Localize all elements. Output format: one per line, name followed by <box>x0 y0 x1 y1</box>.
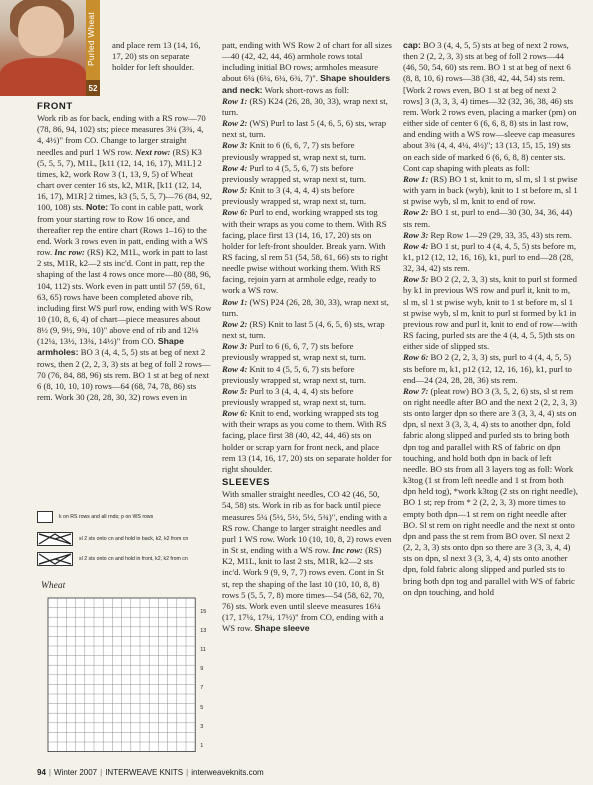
front-text-b: (RS) K3 (5, 5, 5, 7), M1L, [k11 (12, 14, 16, 17), M1L] 2 times, k2, work Row 3 (1, 13, 9, 5) of Wheat chart over center 16 sts, k2, M1R, [k11 (12, 14, 16, 17), M1R] 2 times, k3 (5, 5, 5, 7)—76 (84, 92, 100, 108) sts. <box>37 146 212 213</box>
note-label: Note: <box>86 202 109 213</box>
instruction-row <box>222 364 392 386</box>
row-text: (RS) BO 1 st, knit to m, sl m, sl 1 st pwise with yarn in back (wyb), knit to 1 st before m, sl 1 st pwise wyb, sl m, knit to end of row. <box>403 173 578 207</box>
sleeves-heading: SLEEVES <box>222 477 271 489</box>
row-label: Row 1: <box>222 296 248 307</box>
instruction-row <box>222 386 392 408</box>
inc-row-label: Inc row: <box>54 247 85 258</box>
chart-row-number: 15 <box>200 608 207 615</box>
instruction-row <box>222 140 392 162</box>
legend-item <box>37 511 153 523</box>
row-label: Row 5: <box>403 274 429 285</box>
instruction-row <box>403 174 578 207</box>
row-label: Row 2: <box>222 118 248 129</box>
chart-row-number: 7 <box>200 685 204 692</box>
row-text: (WS) P24 (26, 28, 30, 33), wrap next st, turn. <box>222 296 389 318</box>
row-text: Purl to end, working wrapped sts tog with their wraps as you come to them. With RS facing, place first 13 (14, 16, 17, 20) sts on holder for left-front shoulder. Break yarn. With RS facing, sl rem 51 (54, 58, 61, 66) sts to right needle pwise without working them. With RS facing, rejoin yarn at armhole edge, ready to work a WS row. <box>222 207 388 296</box>
page-number: 94 <box>37 768 46 777</box>
instruction-row <box>403 207 578 229</box>
magazine-name: INTERWEAVE KNITS <box>105 768 184 777</box>
row-label: Row 1: <box>222 95 248 106</box>
instruction-row <box>403 386 578 598</box>
row-text: (RS) Knit to last 5 (4, 6, 5, 6) sts, wrap next st, turn. <box>222 318 385 341</box>
instruction-row <box>222 207 392 296</box>
row-label: Row 6: <box>222 408 248 419</box>
column-3 <box>403 40 578 598</box>
row-label: Row 6: <box>222 207 248 218</box>
chart-row-number: 5 <box>200 704 204 711</box>
row-text: Purl to 3 (4, 4, 4, 4) sts before previously wrapped st, wrap next st, turn. <box>222 385 367 407</box>
legend-item <box>37 552 188 566</box>
short-rows-right <box>222 297 392 476</box>
front-text-e: BO 3 (4, 4, 5, 5) sts at beg of next 2 rows, then 2 (2, 2, 3, 3) sts at beg of foll 2 rows—70 (76, 84, 88, 96) sts rem. BO 1 st at beg of next 6 (8, 10, 10, 10) rows—64 (68, 74, 78, 86) sts rem. Work 30 (28, 28, 30, 32) rows even in <box>37 347 211 403</box>
sleeves-text-a: With smaller straight needles, CO 42 (46, 50, 54, 58) sts. Work in rib as for back until piece measures 5¼ (5½, 5½, 5½, 5¾)", ending with a RS row. Change to larger straight needles and purl 1 WS row. Work 10 (10, 10, 8, 2) rows even in St st, ending with a WS row. <box>222 489 392 556</box>
instruction-row <box>403 352 578 385</box>
shape-sleeve-label: Shape sleeve <box>254 623 310 634</box>
row-text: BO 2 (2, 2, 3, 3) sts, knit to purl st formed by k1 in previous WS row and purl it, knit to m, sl m, sl 1 st pwise wyb, knit to 1 st before m, sl 1 st pwise wyb, sl m, knit to purl st formed by k1 in previous row and purl it, knit to end of row—with RS facing, purled sts are the 4 (4, 4, 5, 5)th sts on either side of slipped sts. <box>403 274 578 352</box>
row-text: Knit to end, working wrapped sts tog with their wraps as you come to them. With RS facing, place first 38 (40, 42, 44, 46) sts on holder or scrap yarn for front neck, and place rem 13 (14, 16, 17, 20) sts on separate holder for right shoulder. <box>222 408 392 474</box>
row-text: BO 1 st, purl to end—30 (30, 34, 36, 44) sts rem. <box>403 207 573 229</box>
column-1 <box>37 101 212 403</box>
short-rows-left <box>222 96 392 297</box>
pattern-page-badge: 52 <box>86 80 100 96</box>
row-label: Row 4: <box>222 363 248 374</box>
legend-text: k on RS rows and all rnds; p on WS rows <box>59 514 154 520</box>
row-text: (RS) K24 (26, 28, 30, 33), wrap next st, turn. <box>222 95 388 117</box>
cap-label: cap: <box>403 40 421 50</box>
col3-intro <box>403 40 578 174</box>
chart-row-number: 3 <box>200 723 204 730</box>
row-text: Purl to 6 (6, 6, 7, 7) sts before previously wrapped st, wrap next st, turn. <box>222 341 367 363</box>
front-text-a: Work rib as for back, ending with a RS row—70 (78, 86, 94, 102) sts; piece measures 3¼ (3¾, 4, 4, 4½)" from CO. Change to larger straight needles and purl 1 WS row. <box>37 113 206 157</box>
col2-text-end: Work short-rows as foll: <box>262 84 350 95</box>
instruction-row <box>222 341 392 363</box>
legend-text: sl 2 sts onto cn and hold in back, k2, k2 from cn <box>79 536 189 542</box>
col2-text: patt, ending with WS Row 2 of chart for all sizes—40 (42, 42, 44, 46) armhole rows total including initial BO rows; armholes measure about 6¼ (6¼, 6¼, 6¾, 7)". <box>222 40 392 84</box>
next-row-label: Next row: <box>134 146 171 157</box>
front-text-c: To cont in cable patt, work from your starting row to Row 16 once, and thereafter rep the entire chart (Rows 1–16) to the end. Work 3 rows even in patt, ending with a WS row. <box>37 202 208 258</box>
legend-item <box>37 532 188 546</box>
issue-label: Winter 2007 <box>53 768 98 777</box>
sleeves-inc-label: Inc row: <box>332 545 363 556</box>
row-text: Rep Row 1—29 (29, 33, 35, 43) sts rem. <box>428 229 572 240</box>
row-label: Row 5: <box>222 385 248 396</box>
row-text: Knit to 3 (4, 4, 4, 4) sts before previously wrapped st, wrap next st, turn. <box>222 185 367 207</box>
instruction-row <box>222 408 392 475</box>
sweater-photo <box>0 0 86 96</box>
front-heading: FRONT <box>37 101 73 112</box>
row-label: Row 7: <box>403 385 429 396</box>
shape-armholes-label: Shape armholes: <box>37 336 184 358</box>
instruction-row <box>403 230 578 241</box>
column-2 <box>222 40 392 634</box>
wheat-chart-grid <box>47 596 197 756</box>
page-footer: 94 | Winter 2007 | INTERWEAVE KNITS | interweaveknits.com <box>37 768 264 777</box>
row-label: Row 3: <box>222 341 248 352</box>
row-text: BO 1 st, purl to 4 (4, 4, 5, 5) sts before m, k1, p12 (12, 12, 16, 16), k1, purl to end—28 (28, 32, 34, 42) sts rem. <box>403 240 577 274</box>
chart-row-number: 13 <box>200 627 207 634</box>
photo-face <box>18 6 64 56</box>
row-text: (pleat row) BO 3 (3, 5, 2, 6) sts, sl st rem on right needle after BO and the next 2 (2, 2, 3, 3) sts onto larger dpn so there are 3 (3, 3, 4, 4) sts on dpn, sl next 3 (3, 3, 4, 4) sts to another dpn, fold fabric along slipped and purled sts to bring both dpn tog and parallel with RS of fabric on dpn touching, and hold both dpn in back of left needle. BO sts from all 3 layers tog as foll: Work k3tog (1 st from left needle and 1 st from both dpn held tog), *work k3tog (2 sts on right needle), BO 1 st; rep from * 2 (2, 2, 3, 3) more times to empty both dpn—1 st rem on right needle after BO. Sl st rem on right needle and the next st onto dpn and pass the st rem from BO over. Sl next 2 (2, 2, 3, 3) sts onto dpn so there are 3 (3, 3, 4, 4) sts on dpn, sl next 3 (3, 3, 4, 4) sts onto another dpn, fold fabric along slipped and purled sts to bring both dpn tog and parallel with WS of fabric on dpn touching, and hold <box>403 385 578 597</box>
shape-shoulders-label: Shape shoulders and neck: <box>222 73 391 95</box>
chart-row-number: 11 <box>200 647 206 653</box>
photo-sweater <box>0 58 86 96</box>
instruction-row <box>222 319 392 341</box>
instruction-row <box>222 297 392 319</box>
row-label: Row 3: <box>222 140 248 151</box>
instruction-row <box>222 118 392 140</box>
chart-row-number: 1 <box>200 743 204 749</box>
row-label: Row 2: <box>222 318 248 329</box>
row-text: Knit to 4 (5, 5, 6, 7) sts before previously wrapped st, wrap next st, turn. <box>222 363 367 385</box>
cable-back-icon <box>37 532 73 546</box>
pleat-rows <box>403 174 578 598</box>
column-1-top <box>112 40 212 73</box>
cable-front-icon <box>37 552 73 566</box>
legend-text: sl 2 sts onto cn and hold in front, k2, k2 from cn <box>79 556 188 562</box>
row-label: Row 2: <box>403 207 429 218</box>
instruction-row <box>222 163 392 185</box>
row-label: Row 3: <box>403 229 429 240</box>
row-label: Row 6: <box>403 352 429 363</box>
col3-text: BO 3 (4, 4, 5, 5) sts at beg of next 2 rows, then 2 (2, 2, 3, 3) sts at beg of foll 2 rows—44 (46, 50, 54, 60) sts rem. BO 1 st at beg of next 6 (8, 8, 10, 6) rows—38 (38, 42, 44, 54) sts rem. [Work 2 rows even, BO 1 st at beg of next 2 rows] 3 (3, 3, 3, 4) times—32 (32, 36, 38, 46) sts rem. Work 2 rows even, placing a marker (pm) on either side of center 6 (6, 6, 8, 8) sts in last row, and ending with a WS row—sleeve cap measures about 3¾ (4, 4, 4¼, 4½)"; 13 (13, 15, 15, 19) sts on each side of marked 6 (6, 6, 8, 8) center sts. Cont cap shaping with pleats as foll: <box>403 40 577 173</box>
row-label: Row 5: <box>222 185 248 196</box>
front-paragraph <box>37 113 212 403</box>
row-text: (WS) Purl to last 5 (4, 6, 5, 6) sts, wrap next st, turn. <box>222 118 387 140</box>
instruction-row <box>222 96 392 118</box>
row-text: BO 2 (2, 2, 3, 3) sts, purl to 4 (4, 4, 5, 5) sts before m, k1, p12 (12, 12, 16, 16), k1, purl to end—24 (24, 28, 28, 36) sts rem. <box>403 352 572 385</box>
chart-row-number: 9 <box>200 666 204 673</box>
instruction-row <box>403 241 578 274</box>
front-text-d: (RS) K2, M1L, work in patt to last 2 sts, M1R, k2—2 sts inc'd. Cont in patt, rep the shaping of the last 4 rows once more—80 (88, 96, 104, 112) sts. Work even in patt until 57 (59, 61, 63, 65) rows have been completed above rib, including first WS purl row, ending with WS Row 10 (10, 8, 6, 4) of chart—piece measures about 8½ (9, 9½, 9¾, 10)" above end of rib and 12⅛ (12¼, 13½, 13¾, 14½)" from CO. <box>37 247 212 347</box>
instruction-row <box>222 185 392 207</box>
chart-title: Wheat <box>41 581 66 591</box>
instruction-row <box>403 274 578 352</box>
row-text: Purl to 4 (5, 5, 6, 7) sts before previously wrapped st, wrap next st, turn. <box>222 162 367 184</box>
column-1-top-text: and place rem 13 (14, 16, 17, 20) sts on separate holder for left shoulder. <box>112 40 201 73</box>
website-link[interactable]: interweaveknits.com <box>191 768 264 777</box>
side-tab-label: Purled Wheat <box>86 12 96 66</box>
sleeves-paragraph <box>222 489 392 634</box>
row-text: Knit to 6 (6, 6, 7, 7) sts before previously wrapped st, wrap next st, turn. <box>222 140 367 162</box>
col2-intro <box>222 40 392 96</box>
row-label: Row 1: <box>403 173 429 184</box>
sleeves-text-b: (RS) K2, M1L, knit to last 2 sts, M1R, k2—2 sts inc'd. Work 9 (9, 9, 7, 7) rows even. Cont in St st, rep the shaping of the last 10 (10, 10, 8, 8) rows 5 (5, 5, 7, 8) more times—54 (58, 62, 70, 76) sts. Work even until sleeve measures 16¼ (17, 17¼, 17¼, 17½)" from CO, ending with a WS row. <box>222 545 385 634</box>
blank-square-icon <box>37 511 53 523</box>
row-label: Row 4: <box>403 240 429 251</box>
row-label: Row 4: <box>222 162 248 173</box>
